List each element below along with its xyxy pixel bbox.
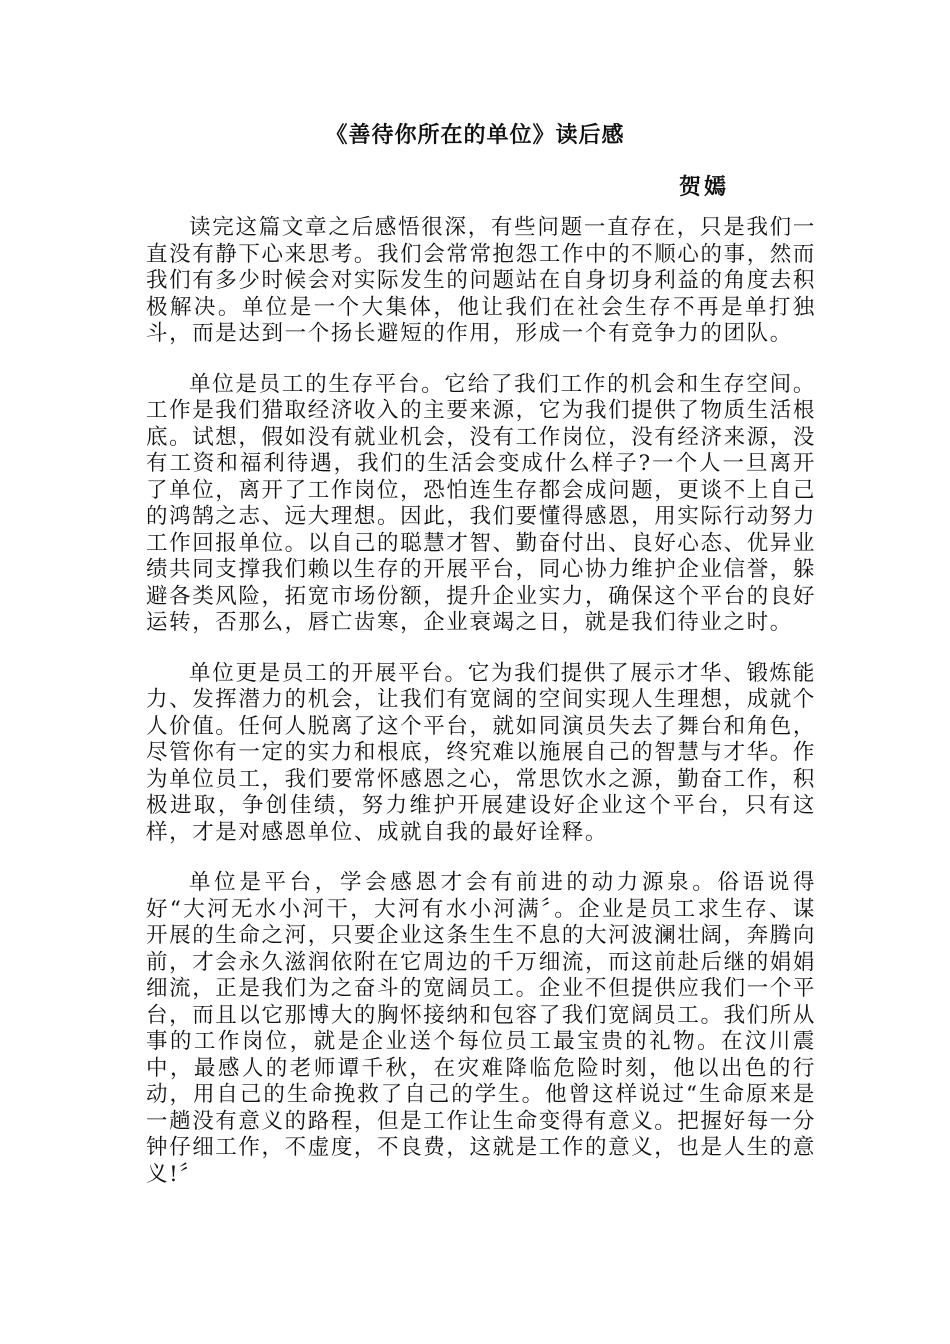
paragraph-3: 单位更是员工的开展平台。它为我们提供了展示才华、锻炼能力、发挥潜力的机会，让我们有宽阔的空间实现人生理想，成就个人价值。任何人脱离了这个平台，就如同演员失去了舞台和角色，尽管你有一定的实力和根底，终究难以施展自己的智慧与才华。作为单位员工，我们要常怀感恩之心，常思饮水之源，勤奋工作，积极进取，争创佳绩，努力维护开展建设好企业这个平台，只有这样，才是对感恩单位、成就自我的最好诠释。 xyxy=(146,660,816,845)
document-body xyxy=(146,215,816,1212)
document-author: 贺嫣 xyxy=(679,175,730,200)
paragraph-4: 单位是平台，学会感恩才会有前进的动力源泉。俗语说得好“大河无水小河干，大河有水小河满〞。企业是员工求生存、谋开展的生命之河，只要企业这条生生不息的大河波澜壮阔，奔腾向前，才会永久滋润依附在它周边的千万细流，而这前赴后继的娟娟细流，正是我们为之奋斗的宽阔员工。企业不但提供应我们一个平台，而且以它那博大的胸怀接纳和包容了我们宽阔员工。我们所从事的工作岗位，就是企业送个每位员工最宝贵的礼物。在汶川震中，最感人的老师谭千秋，在灾难降临危险时刻，他以出色的行动，用自己的生命挽救了自己的学生。他曾这样说过“生命原来是一趟没有意义的路程，但是工作让生命变得有意义。把握好每一分钟仔细工作，不虚度，不良费，这就是工作的意义，也是人生的意义!〞 xyxy=(146,870,816,1187)
paragraph-1: 读完这篇文章之后感悟很深，有些问题一直存在，只是我们一直没有静下心来思考。我们会常常抱怨工作中的不顺心的事，然而我们有多少时候会对实际发生的问题站在自身切身利益的角度去积极解决。单位是一个大集体，他让我们在社会生存不再是单打独斗，而是达到一个扬长避短的作用，形成一个有竞争力的团队。 xyxy=(146,215,816,346)
document-title: 《善待你所在的单位》读后感 xyxy=(325,123,625,148)
paragraph-2: 单位是员工的生存平台。它给了我们工作的机会和生存空间。工作是我们猎取经济收入的主要来源，它为我们提供了物质生活根底。试想，假如没有就业机会，没有工作岗位，没有经济来源，没有工资和福利待遇，我们的生活会变成什么样子?一个人一旦离开了单位，离开了工作岗位，恐怕连生存都会成问题，更谈不上自己的鸿鹄之志、远大理想。因此，我们要懂得感恩，用实际行动努力工作回报单位。以自己的聪慧才智、勤奋付出、良好心态、优异业绩共同支撑我们赖以生存的开展平台，同心协力维护企业信誉，躲避各类风险，拓宽市场份额，提升企业实力，确保这个平台的良好运转，否那么，唇亡齿寒，企业衰竭之日，就是我们待业之时。 xyxy=(146,371,816,635)
